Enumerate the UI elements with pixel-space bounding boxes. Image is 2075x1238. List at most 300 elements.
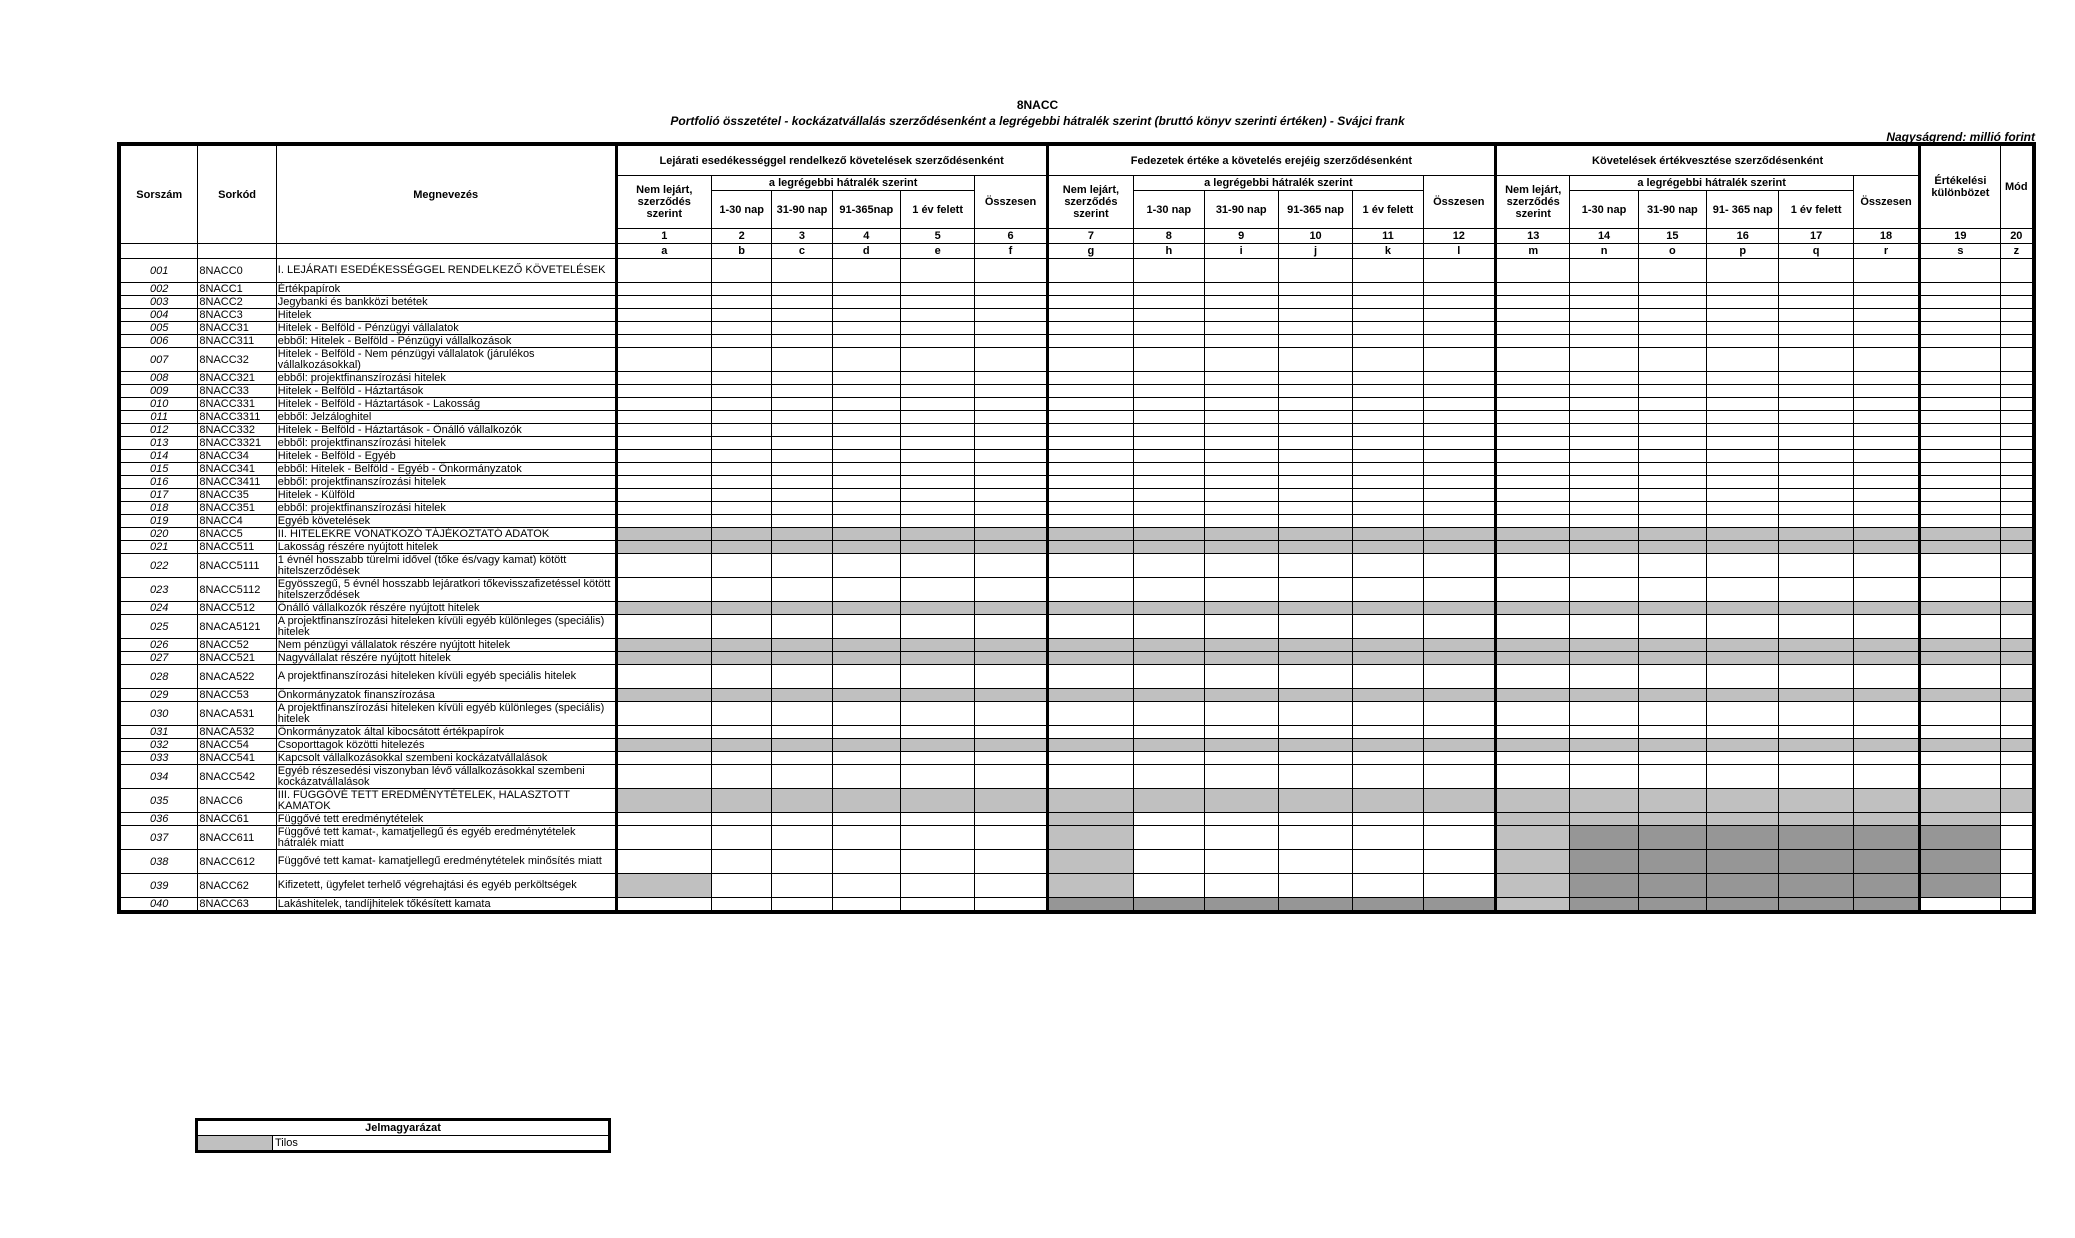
data-cell[interactable] bbox=[616, 826, 711, 850]
data-cell[interactable] bbox=[1779, 450, 1853, 463]
data-cell[interactable] bbox=[1920, 489, 2000, 502]
data-cell[interactable] bbox=[2000, 789, 2032, 813]
data-cell[interactable] bbox=[1204, 372, 1278, 385]
data-cell[interactable] bbox=[975, 739, 1047, 752]
data-cell[interactable] bbox=[1278, 348, 1352, 372]
data-cell[interactable] bbox=[1707, 348, 1779, 372]
data-cell[interactable] bbox=[1278, 335, 1352, 348]
data-cell[interactable] bbox=[1496, 826, 1570, 850]
data-cell[interactable] bbox=[1134, 639, 1204, 652]
data-cell[interactable] bbox=[1920, 602, 2000, 615]
data-cell[interactable] bbox=[616, 283, 711, 296]
data-cell[interactable] bbox=[1779, 335, 1853, 348]
data-cell[interactable] bbox=[1853, 348, 1919, 372]
data-cell[interactable] bbox=[1047, 309, 1133, 322]
data-cell[interactable] bbox=[616, 898, 711, 911]
data-cell[interactable] bbox=[900, 515, 974, 528]
data-cell[interactable] bbox=[1707, 602, 1779, 615]
data-cell[interactable] bbox=[1047, 502, 1133, 515]
data-cell[interactable] bbox=[1496, 372, 1570, 385]
data-cell[interactable] bbox=[712, 789, 772, 813]
data-cell[interactable] bbox=[712, 541, 772, 554]
data-cell[interactable] bbox=[975, 554, 1047, 578]
data-cell[interactable] bbox=[1423, 652, 1495, 665]
data-cell[interactable] bbox=[975, 398, 1047, 411]
data-cell[interactable] bbox=[712, 463, 772, 476]
data-cell[interactable] bbox=[1920, 437, 2000, 450]
data-cell[interactable] bbox=[1496, 259, 1570, 283]
data-cell[interactable] bbox=[1204, 752, 1278, 765]
data-cell[interactable] bbox=[2000, 515, 2032, 528]
data-cell[interactable] bbox=[712, 615, 772, 639]
data-cell[interactable] bbox=[832, 476, 900, 489]
data-cell[interactable] bbox=[772, 450, 832, 463]
data-cell[interactable] bbox=[1204, 528, 1278, 541]
data-cell[interactable] bbox=[1134, 489, 1204, 502]
data-cell[interactable] bbox=[900, 639, 974, 652]
data-cell[interactable] bbox=[1779, 424, 1853, 437]
data-cell[interactable] bbox=[2000, 541, 2032, 554]
data-cell[interactable] bbox=[1920, 813, 2000, 826]
data-cell[interactable] bbox=[1134, 437, 1204, 450]
data-cell[interactable] bbox=[1707, 639, 1779, 652]
data-cell[interactable] bbox=[712, 813, 772, 826]
data-cell[interactable] bbox=[2000, 652, 2032, 665]
data-cell[interactable] bbox=[1779, 702, 1853, 726]
data-cell[interactable] bbox=[1278, 850, 1352, 874]
data-cell[interactable] bbox=[2000, 348, 2032, 372]
data-cell[interactable] bbox=[1707, 850, 1779, 874]
data-cell[interactable] bbox=[1278, 874, 1352, 898]
data-cell[interactable] bbox=[1047, 578, 1133, 602]
data-cell[interactable] bbox=[1134, 335, 1204, 348]
data-cell[interactable] bbox=[832, 283, 900, 296]
data-cell[interactable] bbox=[1853, 726, 1919, 739]
data-cell[interactable] bbox=[2000, 752, 2032, 765]
data-cell[interactable] bbox=[1278, 437, 1352, 450]
data-cell[interactable] bbox=[1638, 813, 1706, 826]
data-cell[interactable] bbox=[1707, 322, 1779, 335]
data-cell[interactable] bbox=[1278, 578, 1352, 602]
data-cell[interactable] bbox=[1920, 322, 2000, 335]
data-cell[interactable] bbox=[1134, 463, 1204, 476]
data-cell[interactable] bbox=[1423, 398, 1495, 411]
data-cell[interactable] bbox=[1779, 752, 1853, 765]
data-cell[interactable] bbox=[1423, 739, 1495, 752]
data-cell[interactable] bbox=[832, 348, 900, 372]
data-cell[interactable] bbox=[1204, 283, 1278, 296]
data-cell[interactable] bbox=[1496, 322, 1570, 335]
data-cell[interactable] bbox=[975, 450, 1047, 463]
data-cell[interactable] bbox=[1779, 765, 1853, 789]
data-cell[interactable] bbox=[1353, 450, 1423, 463]
data-cell[interactable] bbox=[1920, 283, 2000, 296]
data-cell[interactable] bbox=[1638, 463, 1706, 476]
data-cell[interactable] bbox=[1570, 874, 1638, 898]
data-cell[interactable] bbox=[832, 335, 900, 348]
data-cell[interactable] bbox=[1853, 322, 1919, 335]
data-cell[interactable] bbox=[1707, 372, 1779, 385]
data-cell[interactable] bbox=[900, 502, 974, 515]
data-cell[interactable] bbox=[1134, 502, 1204, 515]
data-cell[interactable] bbox=[1278, 765, 1352, 789]
data-cell[interactable] bbox=[975, 348, 1047, 372]
data-cell[interactable] bbox=[1496, 502, 1570, 515]
data-cell[interactable] bbox=[1423, 259, 1495, 283]
data-cell[interactable] bbox=[1570, 450, 1638, 463]
data-cell[interactable] bbox=[1779, 652, 1853, 665]
data-cell[interactable] bbox=[1920, 554, 2000, 578]
data-cell[interactable] bbox=[900, 726, 974, 739]
data-cell[interactable] bbox=[1047, 411, 1133, 424]
data-cell[interactable] bbox=[1638, 665, 1706, 689]
data-cell[interactable] bbox=[1853, 813, 1919, 826]
data-cell[interactable] bbox=[1920, 476, 2000, 489]
data-cell[interactable] bbox=[1134, 665, 1204, 689]
data-cell[interactable] bbox=[1779, 554, 1853, 578]
data-cell[interactable] bbox=[772, 424, 832, 437]
data-cell[interactable] bbox=[975, 689, 1047, 702]
data-cell[interactable] bbox=[1707, 335, 1779, 348]
data-cell[interactable] bbox=[1047, 335, 1133, 348]
data-cell[interactable] bbox=[832, 322, 900, 335]
data-cell[interactable] bbox=[2000, 296, 2032, 309]
data-cell[interactable] bbox=[1204, 726, 1278, 739]
data-cell[interactable] bbox=[772, 296, 832, 309]
data-cell[interactable] bbox=[772, 335, 832, 348]
data-cell[interactable] bbox=[1920, 578, 2000, 602]
data-cell[interactable] bbox=[900, 813, 974, 826]
data-cell[interactable] bbox=[1707, 502, 1779, 515]
data-cell[interactable] bbox=[1047, 424, 1133, 437]
data-cell[interactable] bbox=[1496, 296, 1570, 309]
data-cell[interactable] bbox=[1920, 259, 2000, 283]
data-cell[interactable] bbox=[2000, 602, 2032, 615]
data-cell[interactable] bbox=[616, 372, 711, 385]
data-cell[interactable] bbox=[1570, 309, 1638, 322]
data-cell[interactable] bbox=[712, 502, 772, 515]
data-cell[interactable] bbox=[1134, 726, 1204, 739]
data-cell[interactable] bbox=[2000, 615, 2032, 639]
data-cell[interactable] bbox=[2000, 489, 2032, 502]
data-cell[interactable] bbox=[1779, 489, 1853, 502]
data-cell[interactable] bbox=[1496, 615, 1570, 639]
data-cell[interactable] bbox=[772, 348, 832, 372]
data-cell[interactable] bbox=[832, 602, 900, 615]
data-cell[interactable] bbox=[772, 437, 832, 450]
data-cell[interactable] bbox=[1570, 689, 1638, 702]
data-cell[interactable] bbox=[1638, 515, 1706, 528]
data-cell[interactable] bbox=[1853, 437, 1919, 450]
data-cell[interactable] bbox=[1638, 322, 1706, 335]
data-cell[interactable] bbox=[832, 541, 900, 554]
data-cell[interactable] bbox=[1779, 515, 1853, 528]
data-cell[interactable] bbox=[1134, 372, 1204, 385]
data-cell[interactable] bbox=[1204, 826, 1278, 850]
data-cell[interactable] bbox=[1278, 372, 1352, 385]
data-cell[interactable] bbox=[1570, 348, 1638, 372]
data-cell[interactable] bbox=[1204, 665, 1278, 689]
data-cell[interactable] bbox=[2000, 874, 2032, 898]
data-cell[interactable] bbox=[1570, 502, 1638, 515]
data-cell[interactable] bbox=[1779, 789, 1853, 813]
data-cell[interactable] bbox=[2000, 898, 2032, 911]
data-cell[interactable] bbox=[900, 739, 974, 752]
data-cell[interactable] bbox=[1353, 296, 1423, 309]
data-cell[interactable] bbox=[975, 726, 1047, 739]
data-cell[interactable] bbox=[1278, 752, 1352, 765]
data-cell[interactable] bbox=[1570, 283, 1638, 296]
data-cell[interactable] bbox=[1204, 463, 1278, 476]
data-cell[interactable] bbox=[1638, 874, 1706, 898]
data-cell[interactable] bbox=[832, 489, 900, 502]
data-cell[interactable] bbox=[1423, 689, 1495, 702]
data-cell[interactable] bbox=[712, 726, 772, 739]
data-cell[interactable] bbox=[712, 639, 772, 652]
data-cell[interactable] bbox=[1570, 813, 1638, 826]
data-cell[interactable] bbox=[772, 813, 832, 826]
data-cell[interactable] bbox=[1278, 463, 1352, 476]
data-cell[interactable] bbox=[616, 726, 711, 739]
data-cell[interactable] bbox=[2000, 335, 2032, 348]
data-cell[interactable] bbox=[1423, 813, 1495, 826]
data-cell[interactable] bbox=[772, 578, 832, 602]
data-cell[interactable] bbox=[772, 309, 832, 322]
data-cell[interactable] bbox=[1423, 726, 1495, 739]
data-cell[interactable] bbox=[1853, 652, 1919, 665]
data-cell[interactable] bbox=[1047, 283, 1133, 296]
data-cell[interactable] bbox=[832, 502, 900, 515]
data-cell[interactable] bbox=[832, 554, 900, 578]
data-cell[interactable] bbox=[1638, 726, 1706, 739]
data-cell[interactable] bbox=[900, 898, 974, 911]
data-cell[interactable] bbox=[900, 615, 974, 639]
data-cell[interactable] bbox=[1423, 489, 1495, 502]
data-cell[interactable] bbox=[1920, 752, 2000, 765]
data-cell[interactable] bbox=[1570, 639, 1638, 652]
data-cell[interactable] bbox=[1853, 826, 1919, 850]
data-cell[interactable] bbox=[975, 826, 1047, 850]
data-cell[interactable] bbox=[2000, 689, 2032, 702]
data-cell[interactable] bbox=[2000, 726, 2032, 739]
data-cell[interactable] bbox=[832, 259, 900, 283]
data-cell[interactable] bbox=[2000, 424, 2032, 437]
data-cell[interactable] bbox=[1353, 309, 1423, 322]
data-cell[interactable] bbox=[832, 652, 900, 665]
data-cell[interactable] bbox=[1204, 554, 1278, 578]
data-cell[interactable] bbox=[1920, 726, 2000, 739]
data-cell[interactable] bbox=[1423, 348, 1495, 372]
data-cell[interactable] bbox=[1638, 639, 1706, 652]
data-cell[interactable] bbox=[1278, 476, 1352, 489]
data-cell[interactable] bbox=[900, 850, 974, 874]
data-cell[interactable] bbox=[616, 309, 711, 322]
data-cell[interactable] bbox=[1570, 652, 1638, 665]
data-cell[interactable] bbox=[1204, 489, 1278, 502]
data-cell[interactable] bbox=[1204, 450, 1278, 463]
data-cell[interactable] bbox=[1853, 335, 1919, 348]
data-cell[interactable] bbox=[1570, 615, 1638, 639]
data-cell[interactable] bbox=[1134, 615, 1204, 639]
data-cell[interactable] bbox=[975, 702, 1047, 726]
data-cell[interactable] bbox=[1047, 398, 1133, 411]
data-cell[interactable] bbox=[1779, 689, 1853, 702]
data-cell[interactable] bbox=[1353, 489, 1423, 502]
data-cell[interactable] bbox=[975, 850, 1047, 874]
data-cell[interactable] bbox=[1204, 322, 1278, 335]
data-cell[interactable] bbox=[1047, 689, 1133, 702]
data-cell[interactable] bbox=[1047, 554, 1133, 578]
data-cell[interactable] bbox=[1570, 826, 1638, 850]
data-cell[interactable] bbox=[1423, 528, 1495, 541]
data-cell[interactable] bbox=[1638, 541, 1706, 554]
data-cell[interactable] bbox=[712, 652, 772, 665]
data-cell[interactable] bbox=[1423, 437, 1495, 450]
data-cell[interactable] bbox=[1853, 411, 1919, 424]
data-cell[interactable] bbox=[1423, 702, 1495, 726]
data-cell[interactable] bbox=[1278, 898, 1352, 911]
data-cell[interactable] bbox=[616, 689, 711, 702]
data-cell[interactable] bbox=[1423, 850, 1495, 874]
data-cell[interactable] bbox=[1278, 826, 1352, 850]
data-cell[interactable] bbox=[1134, 789, 1204, 813]
data-cell[interactable] bbox=[1047, 739, 1133, 752]
data-cell[interactable] bbox=[1920, 874, 2000, 898]
data-cell[interactable] bbox=[1353, 398, 1423, 411]
data-cell[interactable] bbox=[1570, 411, 1638, 424]
data-cell[interactable] bbox=[1047, 765, 1133, 789]
data-cell[interactable] bbox=[772, 652, 832, 665]
data-cell[interactable] bbox=[832, 296, 900, 309]
data-cell[interactable] bbox=[1204, 515, 1278, 528]
data-cell[interactable] bbox=[1278, 489, 1352, 502]
data-cell[interactable] bbox=[712, 752, 772, 765]
data-cell[interactable] bbox=[900, 752, 974, 765]
data-cell[interactable] bbox=[1353, 541, 1423, 554]
data-cell[interactable] bbox=[832, 372, 900, 385]
data-cell[interactable] bbox=[1570, 489, 1638, 502]
data-cell[interactable] bbox=[1570, 789, 1638, 813]
data-cell[interactable] bbox=[1570, 541, 1638, 554]
data-cell[interactable] bbox=[772, 259, 832, 283]
data-cell[interactable] bbox=[1707, 463, 1779, 476]
data-cell[interactable] bbox=[1853, 765, 1919, 789]
data-cell[interactable] bbox=[1353, 602, 1423, 615]
data-cell[interactable] bbox=[616, 765, 711, 789]
data-cell[interactable] bbox=[1353, 826, 1423, 850]
data-cell[interactable] bbox=[900, 424, 974, 437]
data-cell[interactable] bbox=[1707, 259, 1779, 283]
data-cell[interactable] bbox=[1134, 652, 1204, 665]
data-cell[interactable] bbox=[712, 489, 772, 502]
data-cell[interactable] bbox=[1047, 515, 1133, 528]
data-cell[interactable] bbox=[1353, 813, 1423, 826]
data-cell[interactable] bbox=[1134, 739, 1204, 752]
data-cell[interactable] bbox=[1853, 689, 1919, 702]
data-cell[interactable] bbox=[1638, 702, 1706, 726]
data-cell[interactable] bbox=[1278, 528, 1352, 541]
data-cell[interactable] bbox=[2000, 578, 2032, 602]
data-cell[interactable] bbox=[712, 296, 772, 309]
data-cell[interactable] bbox=[1779, 259, 1853, 283]
data-cell[interactable] bbox=[1853, 665, 1919, 689]
data-cell[interactable] bbox=[1496, 813, 1570, 826]
data-cell[interactable] bbox=[1638, 489, 1706, 502]
data-cell[interactable] bbox=[1707, 296, 1779, 309]
data-cell[interactable] bbox=[900, 372, 974, 385]
data-cell[interactable] bbox=[1278, 639, 1352, 652]
data-cell[interactable] bbox=[1496, 283, 1570, 296]
data-cell[interactable] bbox=[616, 554, 711, 578]
data-cell[interactable] bbox=[1047, 615, 1133, 639]
data-cell[interactable] bbox=[1779, 528, 1853, 541]
data-cell[interactable] bbox=[1496, 385, 1570, 398]
data-cell[interactable] bbox=[1779, 502, 1853, 515]
data-cell[interactable] bbox=[1047, 322, 1133, 335]
data-cell[interactable] bbox=[975, 259, 1047, 283]
data-cell[interactable] bbox=[1278, 541, 1352, 554]
data-cell[interactable] bbox=[712, 602, 772, 615]
data-cell[interactable] bbox=[1353, 765, 1423, 789]
data-cell[interactable] bbox=[1496, 489, 1570, 502]
data-cell[interactable] bbox=[1353, 322, 1423, 335]
data-cell[interactable] bbox=[1638, 826, 1706, 850]
data-cell[interactable] bbox=[1779, 541, 1853, 554]
data-cell[interactable] bbox=[1353, 283, 1423, 296]
data-cell[interactable] bbox=[1353, 437, 1423, 450]
data-cell[interactable] bbox=[1570, 726, 1638, 739]
data-cell[interactable] bbox=[1204, 702, 1278, 726]
data-cell[interactable] bbox=[1570, 765, 1638, 789]
data-cell[interactable] bbox=[1707, 752, 1779, 765]
data-cell[interactable] bbox=[1707, 615, 1779, 639]
data-cell[interactable] bbox=[1423, 752, 1495, 765]
data-cell[interactable] bbox=[975, 602, 1047, 615]
data-cell[interactable] bbox=[1496, 850, 1570, 874]
data-cell[interactable] bbox=[1134, 476, 1204, 489]
data-cell[interactable] bbox=[1920, 665, 2000, 689]
data-cell[interactable] bbox=[2000, 528, 2032, 541]
data-cell[interactable] bbox=[2000, 437, 2032, 450]
data-cell[interactable] bbox=[1638, 424, 1706, 437]
data-cell[interactable] bbox=[832, 898, 900, 911]
data-cell[interactable] bbox=[1204, 615, 1278, 639]
data-cell[interactable] bbox=[1278, 450, 1352, 463]
data-cell[interactable] bbox=[1423, 826, 1495, 850]
data-cell[interactable] bbox=[900, 665, 974, 689]
data-cell[interactable] bbox=[1570, 850, 1638, 874]
data-cell[interactable] bbox=[772, 850, 832, 874]
data-cell[interactable] bbox=[1779, 826, 1853, 850]
data-cell[interactable] bbox=[1134, 850, 1204, 874]
data-cell[interactable] bbox=[2000, 665, 2032, 689]
data-cell[interactable] bbox=[832, 739, 900, 752]
data-cell[interactable] bbox=[1047, 665, 1133, 689]
data-cell[interactable] bbox=[712, 665, 772, 689]
data-cell[interactable] bbox=[1779, 437, 1853, 450]
data-cell[interactable] bbox=[1853, 283, 1919, 296]
data-cell[interactable] bbox=[2000, 739, 2032, 752]
data-cell[interactable] bbox=[900, 335, 974, 348]
data-cell[interactable] bbox=[1638, 689, 1706, 702]
data-cell[interactable] bbox=[1853, 502, 1919, 515]
data-cell[interactable] bbox=[900, 652, 974, 665]
data-cell[interactable] bbox=[772, 541, 832, 554]
data-cell[interactable] bbox=[1278, 554, 1352, 578]
data-cell[interactable] bbox=[616, 874, 711, 898]
data-cell[interactable] bbox=[1707, 702, 1779, 726]
data-cell[interactable] bbox=[1779, 898, 1853, 911]
